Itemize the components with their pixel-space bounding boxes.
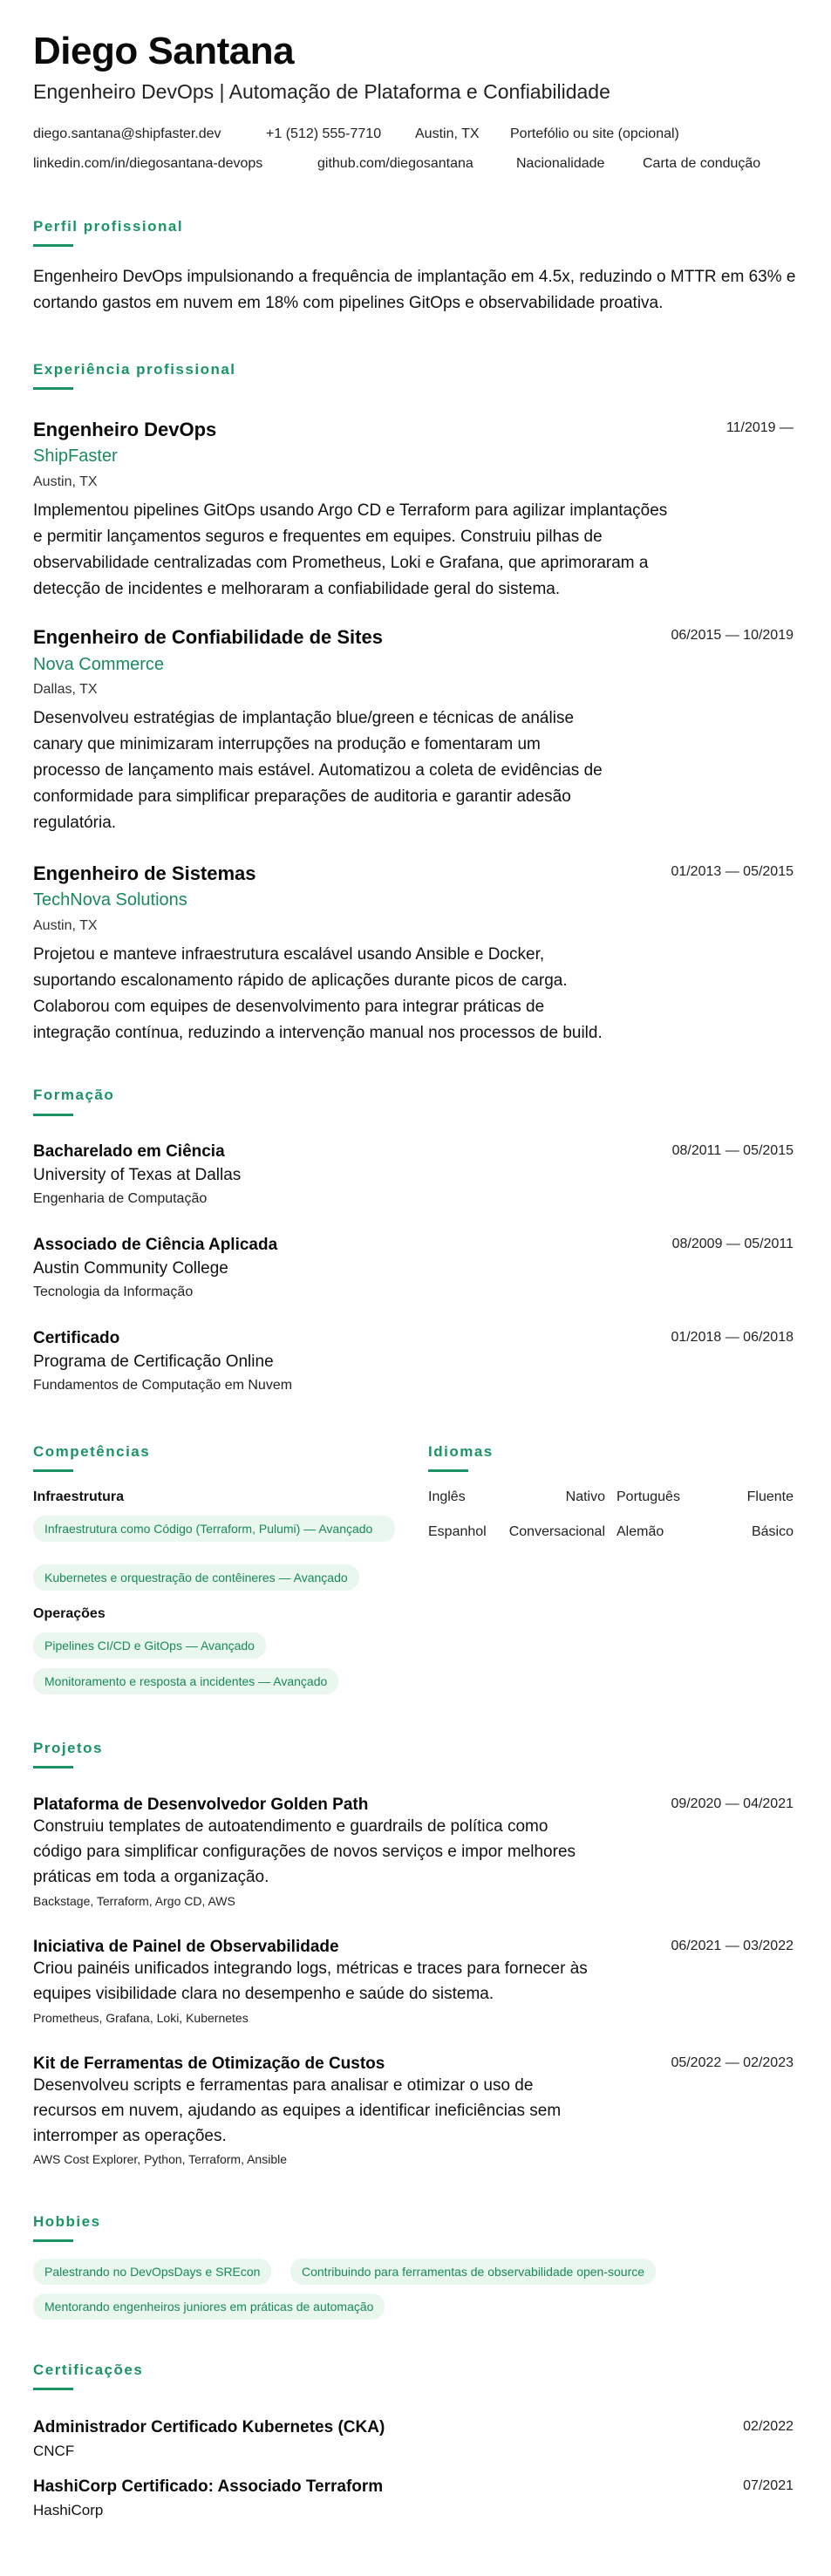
project-dates: 06/2021 — 03/2022: [671, 1939, 794, 1953]
skill-chip: Kubernetes e orquestração de contêineres — Avançado: [33, 1564, 359, 1591]
skill-chip: Monitoramento e resposta a incidentes — Avançado: [33, 1668, 338, 1694]
contact-github[interactable]: github.com/diegosantana: [317, 156, 473, 171]
job-company: ShipFaster: [33, 446, 118, 466]
project-dates: 05/2022 — 02/2023: [671, 2055, 794, 2070]
section-title-skills: Competências: [33, 1443, 151, 1460]
job-location: Dallas, TX: [33, 682, 98, 697]
job-dates: 06/2015 — 10/2019: [671, 628, 794, 643]
contact-phone[interactable]: +1 (512) 555-7710: [266, 126, 382, 141]
candidate-role: Engenheiro DevOps | Automação de Plataforma e Confiabilidade: [33, 80, 610, 103]
language-level: Nativo: [565, 1489, 605, 1504]
section-rule: [33, 244, 73, 247]
cert-title: Administrador Certificado Kubernetes (CKA): [33, 2418, 385, 2436]
hobby-chip: Mentorando engenheiros juniores em práticas de automação: [33, 2293, 385, 2320]
job-company: Nova Commerce: [33, 655, 165, 674]
contact-portfolio[interactable]: Portefólio ou site (opcional): [510, 126, 679, 141]
skill-group-name: Operações: [33, 1606, 106, 1621]
section-title-profile: Perfil profissional: [33, 218, 184, 235]
job-title: Engenheiro de Confiabilidade de Sites: [33, 626, 383, 648]
section-title-projects: Projetos: [33, 1740, 104, 1756]
section-rule: [33, 2388, 73, 2390]
language-level: Básico: [751, 1524, 794, 1539]
project-dates: 09/2020 — 04/2021: [671, 1796, 794, 1811]
language-name: Alemão: [616, 1524, 664, 1539]
contact-driving-license: Carta de condução: [643, 156, 761, 171]
skill-chip: Infraestrutura como Código (Terraform, Pulumi) — Avançado: [33, 1516, 395, 1542]
hobby-chip: Palestrando no DevOpsDays e SREcon: [33, 2259, 271, 2285]
language-name: Espanhol: [428, 1524, 487, 1539]
cert-org: HashiCorp: [33, 2502, 104, 2518]
job-location: Austin, TX: [33, 474, 98, 489]
project-description: Criou painéis unificados integrando logs, métricas e traces para fornecer às equipes visibilidade clara no desempenho e saúde do sistema.: [33, 1959, 588, 2003]
edu-field: Engenharia de Computação: [33, 1191, 208, 1206]
skill-chip: Pipelines CI/CD e GitOps — Avançado: [33, 1632, 266, 1659]
section-rule: [33, 1114, 73, 1116]
edu-degree: Bacharelado em Ciência: [33, 1142, 225, 1161]
contact-nationality: Nacionalidade: [516, 156, 605, 171]
edu-dates: 01/2018 — 06/2018: [671, 1330, 794, 1345]
hobby-chip: Contribuindo para ferramentas de observabilidade open-source: [290, 2259, 656, 2285]
edu-field: Fundamentos de Computação em Nuvem: [33, 1378, 293, 1393]
cert-org: CNCF: [33, 2443, 75, 2459]
project-title: Plataforma de Desenvolvedor Golden Path: [33, 1796, 369, 1814]
candidate-name: Diego Santana: [33, 30, 295, 72]
job-title: Engenheiro DevOps: [33, 419, 217, 440]
section-title-languages: Idiomas: [428, 1443, 494, 1460]
edu-degree: Associado de Ciência Aplicada: [33, 1236, 278, 1254]
edu-field: Tecnologia da Informação: [33, 1285, 194, 1299]
cert-date: 02/2022: [743, 2419, 794, 2434]
contact-location: Austin, TX: [415, 126, 480, 141]
section-rule: [33, 2239, 73, 2242]
edu-school: University of Texas at Dallas: [33, 1166, 242, 1184]
section-rule: [428, 1469, 468, 1472]
job-description: Implementou pipelines GitOps usando Argo CD e Terraform para agilizar implantações e permitir lançamentos seguros e frequentes em equipes. Construiu pilhas de observabilidade centralizadas com Prometheus, Loki e Grafana, que aprimoraram a detecção de incidentes e melhoraram a confiabilidade geral do sistema.: [33, 501, 668, 598]
job-title: Engenheiro de Sistemas: [33, 862, 256, 884]
section-title-education: Formação: [33, 1087, 115, 1103]
job-description: Desenvolveu estratégias de implantação blue/green e técnicas de análise canary que minimizaram interrupções na produção e fomentaram um processo de lançamento mais estável. Automatizou a coleta de evidências de conformidade para simplificar preparações de auditoria e garantir adesão regulatória.: [33, 709, 603, 832]
profile-summary: Engenheiro DevOps impulsionando a frequência de implantação em 4.5x, reduzindo o MTTR em 63% e cortando gastos em nuvem em 18% com pipelines GitOps e observabilidade proativa.: [33, 268, 796, 312]
job-description: Projetou e manteve infraestrutura escalável usando Ansible e Docker, suportando escalonamento rápido de aplicações durante picos de carga. Colaborou com equipes de desenvolvimento para integrar práticas de integração contínua, reduzindo a intervenção manual nos processos de build.: [33, 945, 603, 1042]
language-name: Português: [616, 1489, 680, 1504]
project-description: Desenvolveu scripts e ferramentas para analisar e otimizar o uso de recursos em nuvem, ajudando as equipes a identificar ineficiências sem interromper as operações.: [33, 2076, 562, 2145]
edu-school: Austin Community College: [33, 1259, 228, 1278]
edu-degree: Certificado: [33, 1329, 120, 1347]
section-title-hobbies: Hobbies: [33, 2213, 101, 2230]
language-level: Fluente: [746, 1489, 794, 1504]
cert-date: 07/2021: [743, 2478, 794, 2493]
project-tech: Backstage, Terraform, Argo CD, AWS: [33, 1894, 235, 1908]
edu-dates: 08/2009 — 05/2011: [671, 1237, 794, 1251]
edu-dates: 08/2011 — 05/2015: [671, 1143, 794, 1158]
section-rule: [33, 1469, 73, 1472]
contact-email[interactable]: diego.santana@shipfaster.dev: [33, 126, 221, 141]
project-tech: Prometheus, Grafana, Loki, Kubernetes: [33, 2011, 249, 2025]
contact-linkedin[interactable]: linkedin.com/in/diegosantana-devops: [33, 156, 263, 171]
project-tech: AWS Cost Explorer, Python, Terraform, Ansible: [33, 2152, 288, 2166]
edu-school: Programa de Certificação Online: [33, 1353, 274, 1371]
section-title-experience: Experiência profissional: [33, 361, 236, 378]
project-description: Construiu templates de autoatendimento e guardrails de política como código para simplificar configurações de novos serviços e impor melhores práticas em toda a organização.: [33, 1817, 576, 1886]
job-dates: 01/2013 — 05/2015: [671, 864, 794, 879]
job-location: Austin, TX: [33, 918, 98, 933]
cert-title: HashiCorp Certificado: Associado Terraform: [33, 2477, 384, 2496]
section-title-certifications: Certificações: [33, 2361, 144, 2378]
job-company: TechNova Solutions: [33, 890, 187, 910]
project-title: Kit de Ferramentas de Otimização de Custos: [33, 2055, 385, 2073]
project-title: Iniciativa de Painel de Observabilidade: [33, 1938, 339, 1956]
skill-group-name: Infraestrutura: [33, 1489, 125, 1504]
job-dates: 11/2019 —: [725, 420, 794, 435]
language-name: Inglês: [428, 1489, 466, 1504]
section-rule: [33, 1766, 73, 1768]
language-level: Conversacional: [508, 1524, 605, 1539]
section-rule: [33, 387, 73, 390]
